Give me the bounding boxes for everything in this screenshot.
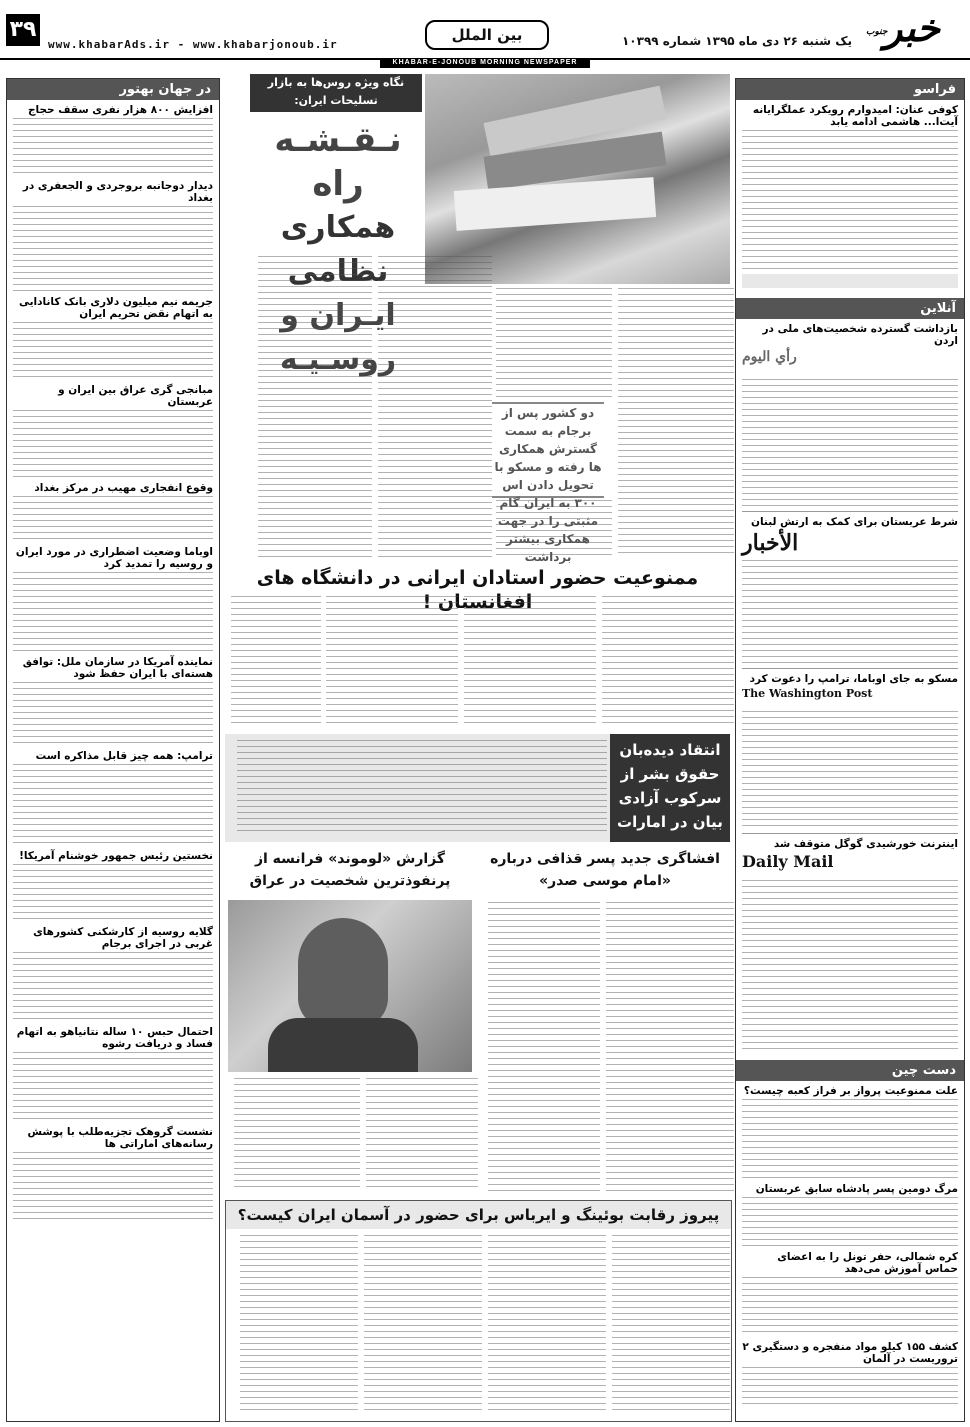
left-item-body <box>13 572 213 652</box>
portrait-head <box>298 918 388 1028</box>
left-item-body <box>13 1152 213 1224</box>
dast-item-title[interactable]: کره شمالی، حفر تونل را به اعضای حماس آموزش می‌دهد <box>777 1251 958 1275</box>
left-item-body <box>13 206 213 292</box>
online-banner: آنلاین <box>736 298 964 319</box>
left-column <box>6 78 220 1422</box>
afghan-body-col <box>231 596 321 728</box>
uae-box <box>225 734 730 842</box>
source-logo: Daily Mail <box>742 852 834 871</box>
feature-title-line: همکاری نظامی <box>280 210 396 289</box>
page-number: ۳۹ <box>6 14 40 46</box>
flags-photo <box>425 74 730 284</box>
bottom-body-col <box>364 1235 482 1415</box>
left-item-title[interactable]: نشست گروهک تجزیه‌طلب با پوشش رسانه‌های اماراتی ها <box>27 1126 213 1150</box>
portrait-body <box>268 1018 418 1072</box>
dast-item-title[interactable]: مرگ دومین پسر پادشاه سابق عربستان <box>755 1183 958 1195</box>
online-item-title[interactable]: اینترنت خورشیدی گوگل متوقف شد <box>773 838 958 850</box>
dast-item-body <box>742 1099 958 1179</box>
left-item-title[interactable]: ترامپ: همه چیز قابل مذاکره است <box>35 750 213 762</box>
dast-item-title[interactable]: علت ممنوعیت پرواز بر فراز کعبه چیست؟ <box>743 1085 958 1097</box>
flag-stripe <box>454 177 656 231</box>
online-item-title[interactable]: بازداشت گسترده شخصیت‌های ملی در اردن <box>762 323 958 347</box>
online-item-title[interactable]: مسکو به جای اوباما، ترامپ را دعوت کرد <box>749 673 958 685</box>
faraso-banner: فراسو <box>736 79 964 100</box>
qaddafi-body-col <box>606 902 734 1192</box>
left-item-title[interactable]: وقوع انفجاری مهیب در مرکز بغداد <box>34 482 213 494</box>
bottom-body-col <box>488 1235 606 1415</box>
afghan-body-col <box>326 596 458 728</box>
left-item-title[interactable]: مبانجی گری عراق بین ایران و عربستان <box>58 384 213 408</box>
online-item-title[interactable]: شرط عربستان برای کمک به ارتش لبنان <box>751 516 958 528</box>
bottom-body-col <box>240 1235 358 1415</box>
left-item-body <box>13 496 213 542</box>
left-item-body <box>13 682 213 746</box>
online-item-body <box>742 560 958 664</box>
feature-title-line: نـقـشـه راه <box>274 120 402 204</box>
afghan-body-col <box>602 596 734 728</box>
left-item-title[interactable]: جریمه نیم میلیون دلاری بانک کانادایی به اتهام نقض تحریم ایران <box>18 296 213 320</box>
faraso-headline[interactable]: کوفی عنان: امیدوارم رویکرد عملگرایانه آیت‌ا... هاشمی ادامه یابد <box>752 104 958 128</box>
left-item-body <box>13 764 213 846</box>
feature-body-col <box>618 288 734 558</box>
qaddafi-headline[interactable]: افشاگری جدید پسر قذافی درباره «امام موسی صدر» <box>490 851 720 889</box>
left-item-body <box>13 864 213 922</box>
feature-body-col <box>378 256 492 558</box>
dast-item-body <box>742 1367 958 1407</box>
qaddafi-body-col <box>488 902 600 1192</box>
lemonde-headline[interactable]: گزارش «لوموند» فرانسه از پرنفوذترین شخصیت در عراق <box>249 851 451 889</box>
feature-body-col <box>496 500 612 558</box>
left-item-title[interactable]: اوباما وضعیت اضطراری در مورد ایران و روسیه را تمدید کرد <box>15 546 213 570</box>
logo-text: خبر <box>884 5 940 50</box>
afghan-body-col <box>464 596 596 728</box>
portrait-photo <box>228 900 472 1072</box>
faraso-body <box>742 130 958 270</box>
header-strip: KHABAR-E-JONOUB MORNING NEWSPAPER <box>380 58 590 68</box>
left-item-body <box>13 952 213 1022</box>
feature-title-block <box>252 118 424 377</box>
left-item-title[interactable]: دیدار دوجانبه بروجردی و الجعفری در بغداد <box>22 180 213 204</box>
feature-body-col <box>496 288 612 398</box>
right-column <box>735 78 965 1422</box>
feature-title-line: ایـران و روسـیـه <box>279 298 397 377</box>
source-logo: الأخبار <box>742 530 799 556</box>
left-item-title[interactable]: افزایش ۸۰۰ هزار نفری سقف حجاج <box>27 104 213 116</box>
lemonde-body-col <box>234 1078 360 1192</box>
bottom-headline[interactable]: پیروز رقابت بوئینگ و ایرباس برای حضور در آسمان ایران کیست؟ <box>226 1201 731 1229</box>
newspaper-logo <box>862 2 962 54</box>
masthead <box>0 0 970 60</box>
online-item-body <box>742 711 958 829</box>
left-item-title[interactable]: نخستین رئیس جمهور خوشنام آمریکا! <box>19 850 213 862</box>
online-item-body <box>742 880 958 1050</box>
afghan-headline[interactable]: ممنوعیت حضور استادان ایرانی در دانشگاه های افغانستان ! <box>256 567 699 613</box>
dast-item-title[interactable]: کشف ۱۵۵ کیلو مواد منفجره و دستگیری ۲ تروریست در آلمان <box>742 1341 958 1365</box>
feature-body-col <box>258 256 372 558</box>
left-item-title[interactable]: گلایه روسیه از کارشکنی کشورهای غربی در اجرای برجام <box>33 926 213 950</box>
left-item-body <box>13 1052 213 1122</box>
left-banner: در جهان بهتور <box>7 79 219 100</box>
left-item-body <box>13 118 213 176</box>
source-logo: The Washington Post <box>742 687 873 700</box>
issue-date: یک شنبه ۲۶ دی ماه ۱۳۹۵ شماره ۱۰۳۹۹ <box>621 34 852 48</box>
feature-kicker: نگاه ویژه روس‌ها به بازار تسلیحات ایران: <box>250 74 422 112</box>
left-item-title[interactable]: احتمال حبس ۱۰ ساله نتانیاهو به اتهام فساد و دریافت رشوه <box>16 1026 213 1050</box>
online-item-body <box>742 379 958 507</box>
left-item-title[interactable]: نماینده آمریکا در سازمان ملل: توافق هسته‌ای با ایران حفظ شود <box>22 656 213 680</box>
left-item-body <box>13 410 213 478</box>
bottom-article <box>225 1200 732 1422</box>
dast-chin-banner: دست چین <box>736 1060 964 1081</box>
uae-title: انتقاد دیده‌بان حقوق بشر از سرکوب آزادی بیان در امارات <box>610 734 730 842</box>
faraso-footer <box>742 274 958 288</box>
section-title: بین الملل <box>425 20 549 50</box>
logo-subtext: جنوب <box>866 27 888 37</box>
uae-body <box>237 740 607 836</box>
bottom-body-col <box>612 1235 730 1415</box>
left-item-body <box>13 322 213 380</box>
lemonde-body-col <box>366 1078 478 1192</box>
dast-item-body <box>742 1277 958 1337</box>
site-urls[interactable]: www.khabarAds.ir - www.khabarjonoub.ir <box>48 38 338 51</box>
feature-pull-quote: دو کشور پس از برجام به سمت گسترش همکاری ها رفته و مسکو با تحویل دادن اس ۳۰۰ به ایران گام مثبتی را در جهت همکاری بیشتر برداشت <box>492 402 604 498</box>
source-logo: رأي اليوم <box>742 349 797 365</box>
dast-item-body <box>742 1197 958 1247</box>
